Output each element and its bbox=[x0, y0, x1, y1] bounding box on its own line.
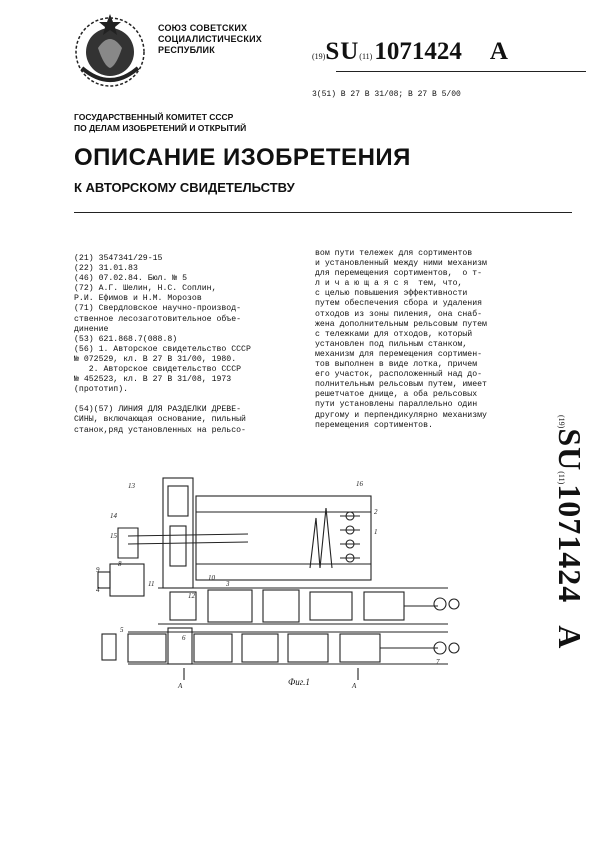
text-line: механизм для перемещения сортимен- bbox=[315, 349, 483, 359]
drawing-label: 13 bbox=[128, 482, 135, 490]
text-line: решетчатое днище, а оба рельсовых bbox=[315, 390, 478, 400]
drawing-label: 6 bbox=[182, 634, 186, 642]
text-line: (46) 07.02.84. Бюл. № 5 bbox=[74, 274, 188, 284]
text-line: перемещения сортиментов. bbox=[315, 420, 433, 430]
text-line: (21) 3547341/29-15 bbox=[74, 254, 163, 263]
patent-number: 1071424 bbox=[374, 38, 462, 65]
drive-unit bbox=[110, 564, 144, 596]
drawing-label: 12 bbox=[188, 592, 195, 600]
text-line: СИНЫ, включающая основание, пильный bbox=[74, 415, 246, 425]
ipc-classification: 3(51) В 27 В 31/08; В 27 В 5/00 bbox=[312, 90, 461, 99]
conveyor-table bbox=[196, 496, 371, 580]
drawing-label: 5 bbox=[120, 626, 124, 634]
cart bbox=[263, 590, 299, 622]
union-name bbox=[158, 23, 262, 56]
drawing-label: 9 bbox=[96, 566, 100, 574]
text-line: другому и перпендикулярно механизму bbox=[315, 410, 487, 420]
text-line bbox=[74, 395, 251, 405]
drawing-label: 11 bbox=[148, 580, 155, 588]
text-line: установлен под пильным станком, bbox=[315, 339, 468, 349]
text-line: (прототип). bbox=[74, 385, 129, 395]
union-line: СОЮЗ СОВЕТСКИХ bbox=[158, 23, 248, 33]
text-line: жена дополнительным рельсовым путем bbox=[315, 319, 487, 329]
text-line: (72) А.Г. Шелин, Н.С. Соплин, bbox=[74, 284, 217, 294]
text-line: с целью повышения эффективности bbox=[315, 289, 468, 299]
text-line: (71) Свердловское научно-производ- bbox=[74, 304, 242, 314]
drawing-label: 14 bbox=[110, 512, 117, 520]
text-line: отходов из зоны пиления, она снаб- bbox=[315, 309, 483, 319]
drawing-label: А bbox=[352, 682, 357, 688]
committee-name bbox=[74, 112, 246, 134]
code-19: (19) bbox=[557, 415, 566, 429]
text-line: путем обеспечения сбора и удаления bbox=[315, 299, 483, 309]
drawing-label: 1 bbox=[374, 528, 378, 536]
text-line: динение bbox=[74, 324, 109, 334]
cart bbox=[340, 634, 380, 662]
patent-number-line bbox=[312, 38, 508, 66]
cart bbox=[364, 592, 404, 620]
kind-code: A bbox=[489, 38, 508, 65]
text-line: его участок, расположенный над до- bbox=[315, 370, 483, 380]
saw-blade bbox=[320, 508, 332, 568]
code-19: (19) bbox=[312, 52, 326, 61]
text-line: полнительным рельсовым путем, имеет bbox=[315, 380, 487, 390]
document-title: ОПИСАНИЕ ИЗОБРЕТЕНИЯ bbox=[74, 144, 411, 171]
committee-line: ГОСУДАРСТВЕННЫЙ КОМИТЕТ СССР bbox=[74, 112, 234, 122]
drawing-label: 4 bbox=[96, 586, 100, 594]
patent-number: 1071424 bbox=[552, 484, 588, 604]
cart bbox=[194, 634, 232, 662]
cart bbox=[310, 592, 352, 620]
code-11: (11) bbox=[557, 471, 566, 485]
header-rule bbox=[336, 71, 586, 72]
text-line: ственное лесозаготовительное объе- bbox=[74, 314, 242, 324]
cart bbox=[208, 590, 252, 622]
code-11: (11) bbox=[359, 52, 373, 61]
title-rule bbox=[74, 212, 572, 213]
bibliographic-column bbox=[74, 254, 251, 436]
text-line: тов выполнен в виде лотка, причем bbox=[315, 360, 478, 370]
state-emblem-icon bbox=[68, 8, 152, 92]
drawing-label: 7 bbox=[436, 658, 440, 666]
cart bbox=[128, 634, 166, 662]
technical-drawing bbox=[88, 468, 478, 688]
text-line: № 452523, кл. В 27 В 31/08, 1973 bbox=[74, 375, 232, 385]
text-line: (54)(57) ЛИНИЯ ДЛЯ РАЗДЕЛКИ ДРЕВЕ- bbox=[74, 405, 242, 415]
text-line: (22) 31.01.83 bbox=[74, 264, 138, 274]
text-line: л и ч а ю щ а я с я тем, что, bbox=[315, 279, 463, 289]
text-line: вом пути тележек для сортиментов bbox=[315, 249, 473, 258]
text-line: с тележками для отходов, который bbox=[315, 329, 473, 339]
text-line: станок,ряд установленных на рельсо- bbox=[74, 425, 246, 435]
text-line: Р.И. Ефимов и Н.М. Морозов bbox=[74, 294, 202, 304]
text-line: и установленный между ними механизм bbox=[315, 259, 487, 269]
drawing-label: 2 bbox=[374, 508, 378, 516]
cart bbox=[288, 634, 328, 662]
text-line: 2. Авторское свидетельство СССР bbox=[74, 365, 242, 375]
union-line: СОЦИАЛИСТИЧЕСКИХ bbox=[158, 34, 262, 44]
drawing-label: 15 bbox=[110, 532, 117, 540]
text-line: № 072529, кл. В 27 В 31/00, 1980. bbox=[74, 354, 237, 364]
drawing-label: 8 bbox=[118, 560, 122, 568]
text-line: (56) 1. Авторское свидетельство СССР bbox=[74, 344, 251, 354]
country-code: SU bbox=[325, 38, 360, 65]
drawing-label: 10 bbox=[208, 574, 215, 582]
cart bbox=[242, 634, 278, 662]
drawing-label: А bbox=[178, 682, 183, 688]
text-line: (53) 621.868.7(088.8) bbox=[74, 334, 178, 344]
committee-line: ПО ДЕЛАМ ИЗОБРЕТЕНИЙ И ОТКРЫТИЙ bbox=[74, 123, 247, 133]
figure-caption: Фиг.1 bbox=[288, 677, 310, 687]
drawing-label: 3 bbox=[226, 580, 230, 588]
kind-code: A bbox=[552, 625, 588, 649]
drawing-label: 16 bbox=[356, 480, 363, 488]
text-line: для перемещения сортиментов, о т- bbox=[315, 269, 483, 279]
country-code: SU bbox=[552, 428, 588, 472]
vertical-patent-number bbox=[532, 415, 596, 675]
claim-column bbox=[315, 249, 487, 431]
roller-set bbox=[340, 512, 360, 562]
document-subtitle: К АВТОРСКОМУ СВИДЕТЕЛЬСТВУ bbox=[74, 180, 295, 195]
union-line: РЕСПУБЛИК bbox=[158, 45, 215, 55]
text-line: пути установлены параллельно один bbox=[315, 400, 478, 410]
